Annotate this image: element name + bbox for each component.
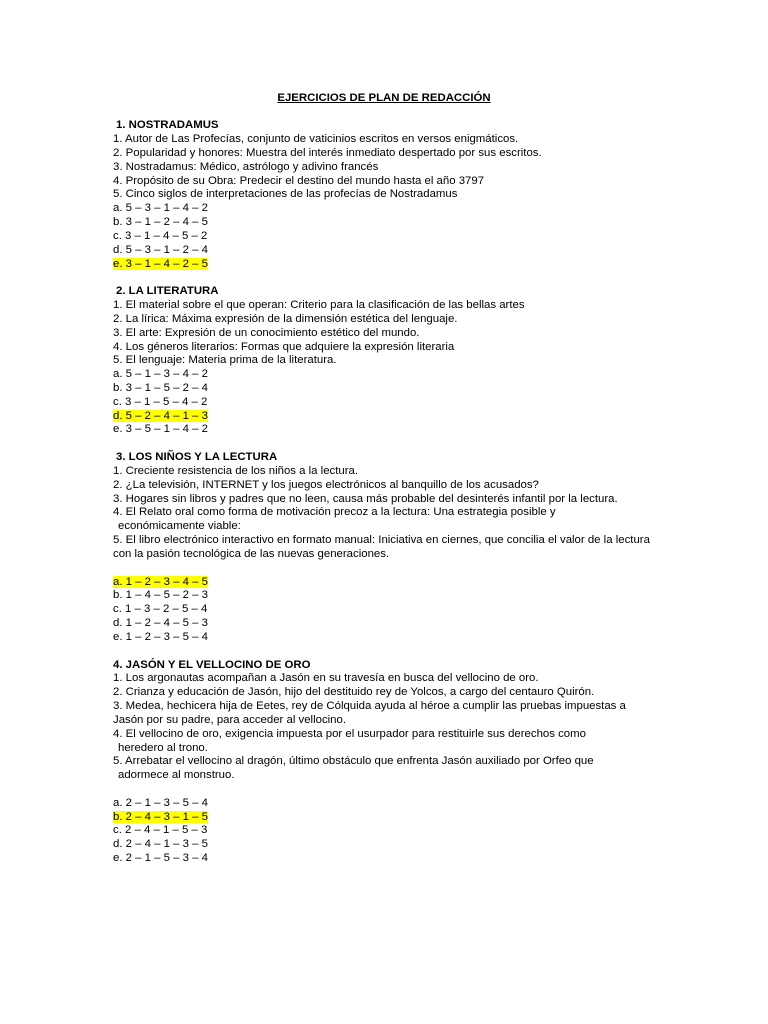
option-a [0,368,768,382]
option-a [0,797,768,811]
options-block [0,797,768,866]
option-text: d. 2 – 4 – 1 – 3 – 5 [113,838,208,851]
option-text: e. 2 – 1 – 5 – 3 – 4 [113,852,208,865]
statement-line: 4. El Relato oral como forma de motivación precoz a la lectura: Una estrategia posible y [113,506,556,519]
option-text: b. 3 – 1 – 2 – 4 – 5 [113,216,208,229]
statement-line: 1. Creciente resistencia de los niños a la lectura. [113,464,359,477]
option-e [0,852,768,866]
option-d [0,838,768,852]
option-c [0,824,768,838]
option-text: c. 2 – 4 – 1 – 5 – 3 [113,824,208,837]
option-d [0,617,768,631]
statement-line: 2. Popularidad y honores: Muestra del interés inmediato despertado por sus escritos. [113,146,542,159]
option-text: e. 3 – 1 – 4 – 2 – 5 [113,257,208,270]
option-d [0,244,768,258]
option-b [0,216,768,230]
statement-line: 5. Arrebatar el vellocino al dragón, último obstáculo que enfrenta Jasón auxiliado por Orfeo que [113,755,594,768]
option-text: c. 3 – 1 – 4 – 5 – 2 [113,229,208,242]
option-c [0,603,768,617]
option-text: a. 5 – 3 – 1 – 4 – 2 [113,202,208,215]
option-e [0,423,768,437]
section-heading: 4. JASÓN Y EL VELLOCINO DE ORO [113,658,311,671]
option-text: d. 1 – 2 – 4 – 5 – 3 [113,617,208,630]
statement-line: 2. ¿La televisión, INTERNET y los juegos electrónicos al banquillo de los acusados? [113,478,539,491]
section-heading: 1. NOSTRADAMUS [116,119,219,132]
option-text: e. 3 – 5 – 1 – 4 – 2 [113,423,208,436]
option-e [0,631,768,645]
statement-line: 3. Hogares sin libros y padres que no leen, causa más probable del desinterés infantil por la lectura. [113,492,618,505]
statement-line: 3. Medea, hechicera hija de Eetes, rey de Cólquida ayuda al héroe a cumplir las pruebas impuestas a [113,700,626,713]
section-los-ninos-y-la-lectura [0,451,768,645]
document-title: EJERCICIOS DE PLAN DE REDACCIÓN [277,91,491,104]
statement-line: 2. Crianza y educación de Jasón, hijo del destituido rey de Yolcos, a cargo del centauro Quirón. [113,686,595,699]
option-b [0,382,768,396]
statement-line: 2. La lírica: Máxima expresión de la dimensión estética del lenguaje. [113,312,458,325]
statement-line: 1. Los argonautas acompañan a Jasón en su travesía en busca del vellocino de oro. [113,672,539,685]
statement-line: 1. El material sobre el que operan: Criterio para la clasificación de las bellas artes [113,299,525,312]
statement-line: 4. Los géneros literarios: Formas que adquiere la expresión literaria [113,340,455,353]
statement-continuation-line: Jasón por su padre, para acceder al vellocino. [113,713,347,726]
options-block [0,576,768,645]
statement-line: 5. El lenguaje: Materia prima de la literatura. [113,354,337,367]
section-nostradamus [0,119,768,271]
statement-line: 3. Nostradamus: Médico, astrólogo y adivino francés [113,160,379,173]
option-a [0,202,768,216]
statement-continuation-line: con la pasión tecnológica de las nuevas generaciones. [113,547,390,560]
statement-continuation-line: adormece al monstruo. [118,769,235,782]
option-text: c. 3 – 1 – 5 – 4 – 2 [113,395,208,408]
option-e [0,258,768,272]
statement-continuation-line: heredero al trono. [118,741,208,754]
option-text: e. 1 – 2 – 3 – 5 – 4 [113,630,208,643]
statement-line: 5. Cinco siglos de interpretaciones de las profecías de Nostradamus [113,188,458,201]
section-jason-y-el-vellocino-de-oro [0,659,768,866]
option-b [0,811,768,825]
statement-line: 4. Propósito de su Obra: Predecir el destino del mundo hasta el año 3797 [113,174,485,187]
option-d [0,410,768,424]
option-text: d. 5 – 2 – 4 – 1 – 3 [113,409,208,422]
section-heading: 2. LA LITERATURA [116,285,219,298]
option-b [0,589,768,603]
option-text: a. 5 – 1 – 3 – 4 – 2 [113,368,208,381]
option-text: c. 1 – 3 – 2 – 5 – 4 [113,603,208,616]
statement-line: 4. El vellocino de oro, exigencia impuesta por el usurpador para restituirle sus derechos como [113,727,586,740]
option-text: a. 2 – 1 – 3 – 5 – 4 [113,796,208,809]
statement-continuation-line: económicamente viable: [118,520,241,533]
option-c [0,230,768,244]
statement-line: 3. El arte: Expresión de un conocimiento estético del mundo. [113,326,420,339]
option-text: b. 2 – 4 – 3 – 1 – 5 [113,810,208,823]
option-text: b. 3 – 1 – 5 – 2 – 4 [113,381,208,394]
option-text: b. 1 – 4 – 5 – 2 – 3 [113,589,208,602]
section-heading: 3. LOS NIÑOS Y LA LECTURA [116,451,278,464]
option-c [0,396,768,410]
statement-line: 1. Autor de Las Profecías, conjunto de vaticinios escritos en versos enigmáticos. [113,133,519,146]
document-body [0,92,768,866]
option-a [0,576,768,590]
section-la-literatura [0,285,768,437]
option-text: d. 5 – 3 – 1 – 2 – 4 [113,243,208,256]
option-text: a. 1 – 2 – 3 – 4 – 5 [113,575,208,588]
statement-line: 5. El libro electrónico interactivo en formato manual: Iniciativa en ciernes, que concilia el valor de la lectura [113,534,650,547]
